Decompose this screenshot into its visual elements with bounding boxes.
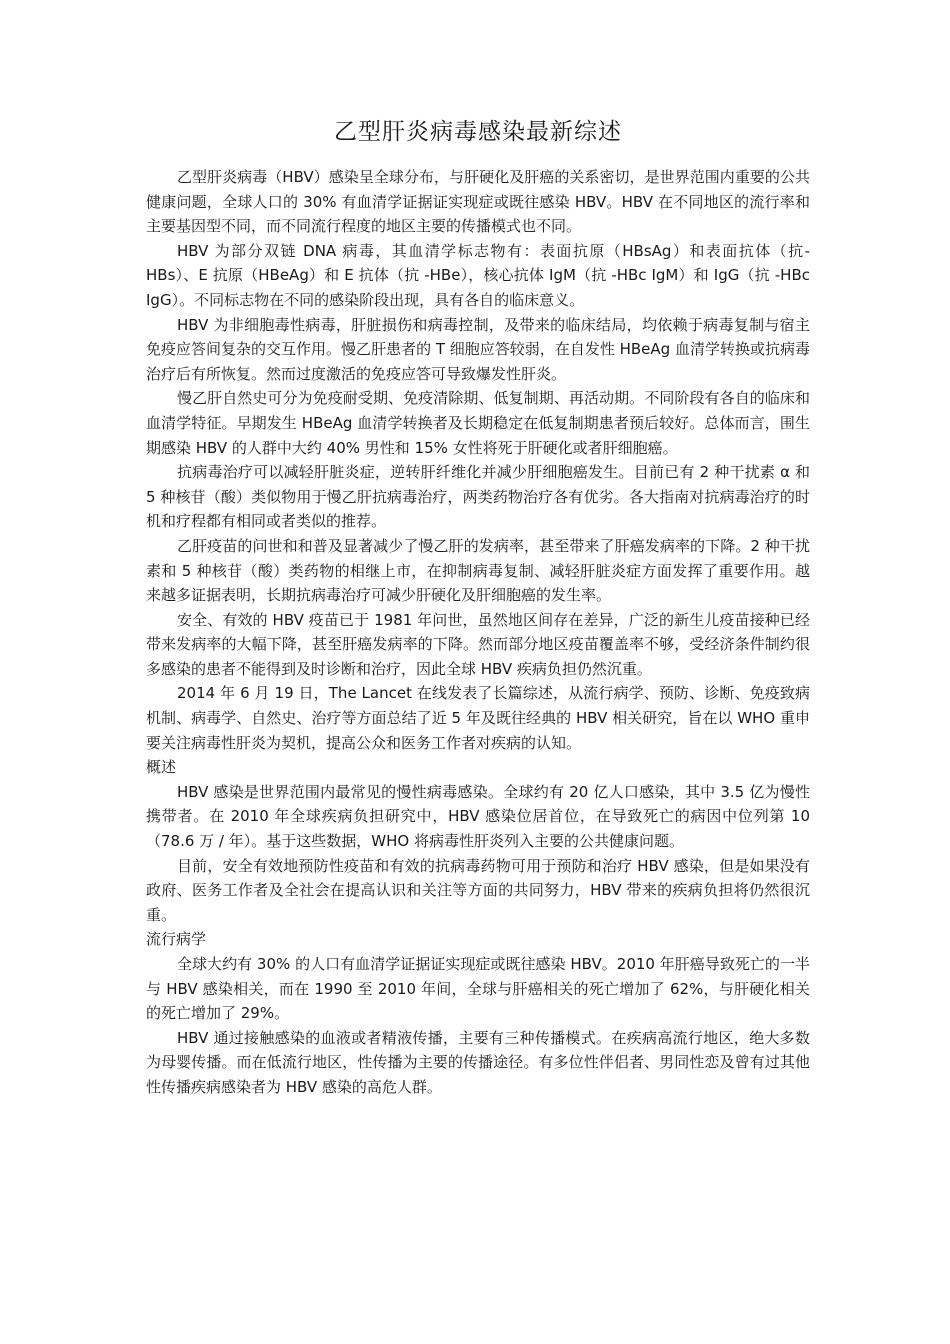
document-title: 乙型肝炎病毒感染最新综述	[334, 119, 622, 145]
paragraph-vaccine-impact: 乙肝疫苗的问世和和普及显著减少了慢乙肝的发病率，甚至带来了肝癌发病率的下降。2 种干扰素和 5 种核苷（酸）类药物的相继上市，在抑制病毒复制、减轻肝脏炎症方面发挥了重要作用。越来越多证据表明，长期抗病毒治疗可减少肝硬化及肝细胞癌的发生率。	[146, 536, 810, 605]
paragraph-overview-burden: HBV 感染是世界范围内最常见的慢性病毒感染。全球约有 20 亿人口感染，其中 3.5 亿为慢性携带者。在 2010 年全球疾病负担研究中，HBV 感染位居首位，在导致死亡的病因中位列第 10（78.6 万 / 年）。基于这些数据，WHO 将病毒性肝炎列入主要的公共健康问题。	[146, 782, 810, 851]
paragraph-vaccine-coverage: 安全、有效的 HBV 疫苗已于 1981 年问世，虽然地区间存在差异，广泛的新生儿疫苗接种已经带来发病率的大幅下降，甚至肝癌发病率的下降。然而部分地区疫苗覆盖率不够，受经济条件制约很多感染的患者不能得到及时诊断和治疗，因此全球 HBV 疾病负担仍然沉重。	[146, 610, 810, 678]
paragraph-serology-markers: HBV 为部分双链 DNA 病毒，其血清学标志物有：表面抗原（HBsAg）和表面抗体（抗-HBs）、E 抗原（HBeAg）和 E 抗体（抗 -HBe），核心抗体 IgM（抗 -HBc IgM）和 IgG（抗 -HBc IgG）。不同标志物在不同的感染阶段出现，具有各自的临床意义。	[146, 241, 810, 309]
paragraph-antiviral-therapy: 抗病毒治疗可以减轻肝脏炎症，逆转肝纤维化并减少肝细胞癌发生。目前已有 2 种干扰素 α 和 5 种核苷（酸）类似物用于慢乙肝抗病毒治疗，两类药物治疗各有优劣。各大指南对抗病毒治疗的时机和疗程都有相同或者类似的推荐。	[146, 463, 810, 531]
paragraph-epidemiology-transmission: HBV 通过接触感染的血液或者精液传播，主要有三种传播模式。在疾病高流行地区，绝大多数为母婴传播。而在低流行地区，性传播为主要的传播途径。有多位性伴侣者、男同性恋及曾有过其他性传播疾病感染者为 HBV 感染的高危人群。	[146, 1028, 810, 1096]
paragraph-lancet-review: 2014 年 6 月 19 日，The Lancet 在线发表了长篇综述，从流行病学、预防、诊断、免疫致病机制、病毒学、自然史、治疗等方面总结了近 5 年及既往经典的 HBV 相关研究，旨在以 WHO 重申要关注病毒性肝炎为契机，提高公众和医务工作者对疾病的认知。	[146, 684, 810, 752]
section-heading-overview: 概述	[146, 758, 177, 777]
paragraph-intro: 乙型肝炎病毒（HBV）感染呈全球分布，与肝硬化及肝癌的关系密切，是世界范围内重要的公共健康问题，全球人口的 30% 有血清学证据证实现症或既往感染 HBV。HBV 在不同地区的流行率和主要基因型不同，而不同流行程度的地区主要的传播模式也不同。	[146, 168, 810, 236]
paragraph-immune-response: HBV 为非细胞毒性病毒，肝脏损伤和病毒控制，及带来的临床结局，均依赖于病毒复制与宿主免疫应答间复杂的交互作用。慢乙肝患者的 T 细胞应答较弱，在自发性 HBeAg 血清学转换或抗病毒治疗后有所恢复。然而过度激活的免疫应答可导致爆发性肝炎。	[146, 315, 810, 383]
paragraph-epidemiology-mortality: 全球大约有 30% 的人口有血清学证据证实现症或既往感染 HBV。2010 年肝癌导致死亡的一半与 HBV 感染相关，而在 1990 至 2010 年间，全球与肝癌相关的死亡增加了 62%，与肝硬化相关的死亡增加了 29%。	[146, 955, 810, 1023]
paragraph-natural-history: 慢乙肝自然史可分为免疫耐受期、免疫清除期、低复制期、再活动期。不同阶段有各自的临床和血清学特征。早期发生 HBeAg 血清学转换者及长期稳定在低复制期患者预后较好。总体而言，围生期感染 HBV 的人群中大约 40% 男性和 15% 女性将死于肝硬化或者肝细胞癌。	[146, 389, 810, 457]
document-body	[146, 165, 810, 1100]
section-heading-epidemiology: 流行病学	[146, 930, 207, 949]
paragraph-overview-prevention: 目前，安全有效地预防性疫苗和有效的抗病毒药物可用于预防和治疗 HBV 感染，但是如果没有政府、医务工作者及全社会在提高认识和关注等方面的共同努力，HBV 带来的疾病负担将仍然很沉重。	[146, 856, 810, 924]
